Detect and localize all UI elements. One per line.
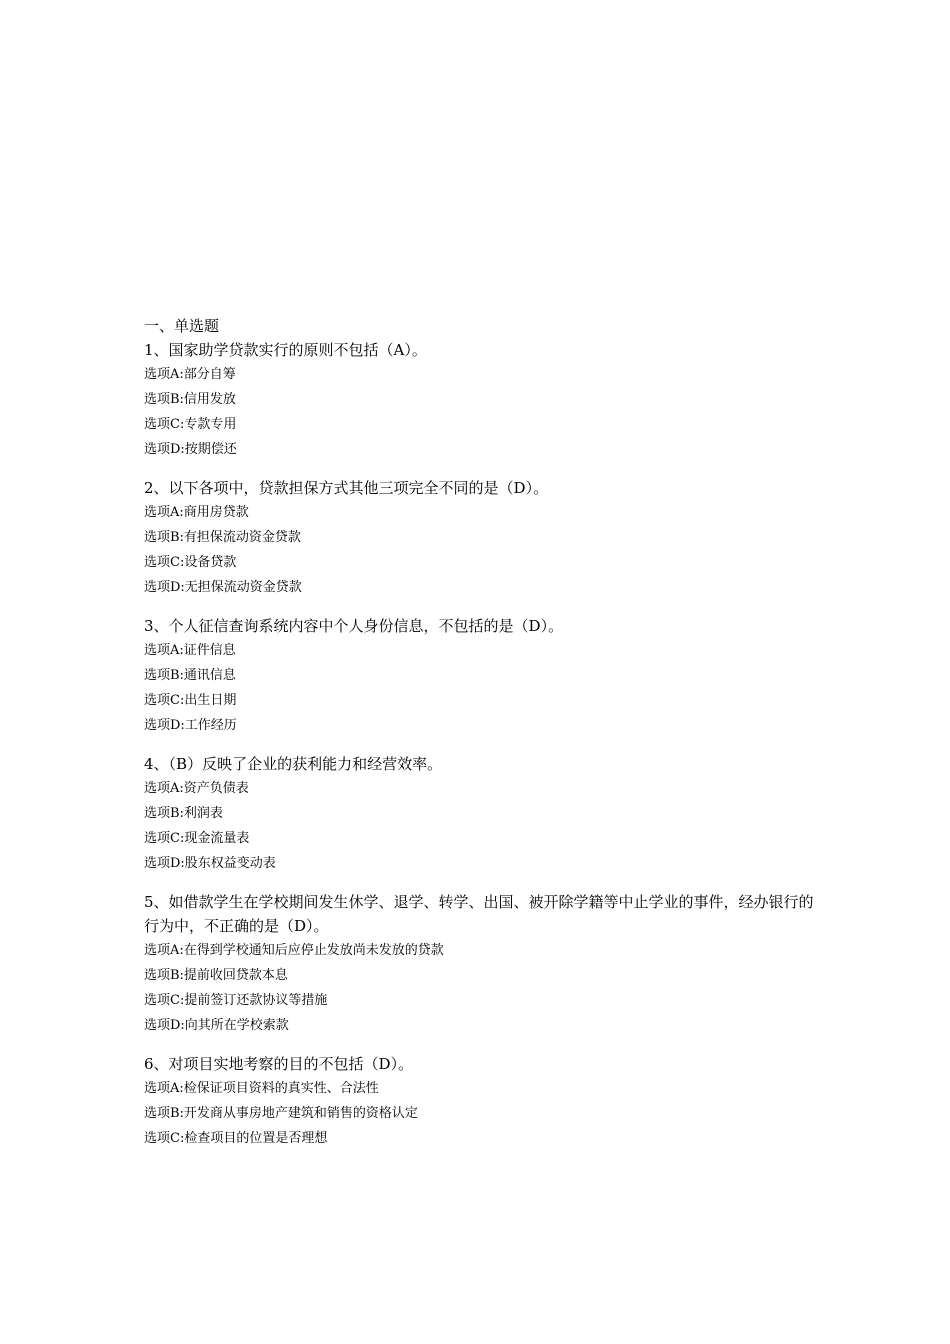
question-6 xyxy=(144,1052,824,1151)
question-2 xyxy=(144,476,824,600)
question-text: 2、以下各项中，贷款担保方式其他三项完全不同的是（D）。 xyxy=(144,479,549,497)
option-d: 选项D:股东权益变动表 xyxy=(144,856,276,871)
question-list xyxy=(144,338,824,1151)
question-text: 3、个人征信查询系统内容中个人身份信息，不包括的是（D）。 xyxy=(144,617,564,635)
option-c: 选项C:现金流量表 xyxy=(144,831,250,846)
question-text: 6、对项目实地考察的目的不包括（D）。 xyxy=(144,1055,414,1073)
option-d: 选项D:向其所在学校索款 xyxy=(144,1018,289,1033)
question-text: 1、国家助学贷款实行的原则不包括（A）。 xyxy=(144,341,427,359)
option-c: 选项C:检查项目的位置是否理想 xyxy=(144,1131,328,1146)
option-a: 选项A:商用房贷款 xyxy=(144,505,249,520)
option-c: 选项C:提前签订还款协议等措施 xyxy=(144,993,328,1008)
option-list xyxy=(144,776,824,876)
option-a: 选项A:在得到学校通知后应停止发放尚未发放的贷款 xyxy=(144,943,444,958)
option-list xyxy=(144,938,824,1038)
option-list xyxy=(144,1076,824,1151)
question-5 xyxy=(144,890,824,1038)
option-d: 选项D:按期偿还 xyxy=(144,442,237,457)
option-a: 选项A:资产负债表 xyxy=(144,781,249,796)
question-4 xyxy=(144,752,824,876)
option-a: 选项A:证件信息 xyxy=(144,643,236,658)
option-b: 选项B:提前收回贷款本息 xyxy=(144,968,288,983)
option-b: 选项B:有担保流动资金贷款 xyxy=(144,530,301,545)
option-c: 选项C:出生日期 xyxy=(144,693,237,708)
option-d: 选项D:无担保流动资金贷款 xyxy=(144,580,302,595)
option-b: 选项B:利润表 xyxy=(144,806,223,821)
question-3 xyxy=(144,614,824,738)
option-d: 选项D:工作经历 xyxy=(144,718,237,733)
question-text: 4、（B）反映了企业的获利能力和经营效率。 xyxy=(144,755,443,773)
option-list xyxy=(144,362,824,462)
option-a: 选项A:部分自筹 xyxy=(144,367,236,382)
question-text: 5、如借款学生在学校期间发生休学、退学、转学、出国、被开除学籍等中止学业的事件，经办银行的行为中，不正确的是（D）。 xyxy=(144,893,814,935)
option-c: 选项C:专款专用 xyxy=(144,417,237,432)
document-content xyxy=(144,314,824,1165)
option-c: 选项C:设备贷款 xyxy=(144,555,237,570)
option-b: 选项B:信用发放 xyxy=(144,392,236,407)
option-a: 选项A:检保证项目资料的真实性、合法性 xyxy=(144,1081,379,1096)
section-title: 一、单选题 xyxy=(144,317,220,335)
option-b: 选项B:通讯信息 xyxy=(144,668,236,683)
question-1 xyxy=(144,338,824,462)
option-list xyxy=(144,500,824,600)
option-list xyxy=(144,638,824,738)
option-b: 选项B:开发商从事房地产建筑和销售的资格认定 xyxy=(144,1106,418,1121)
